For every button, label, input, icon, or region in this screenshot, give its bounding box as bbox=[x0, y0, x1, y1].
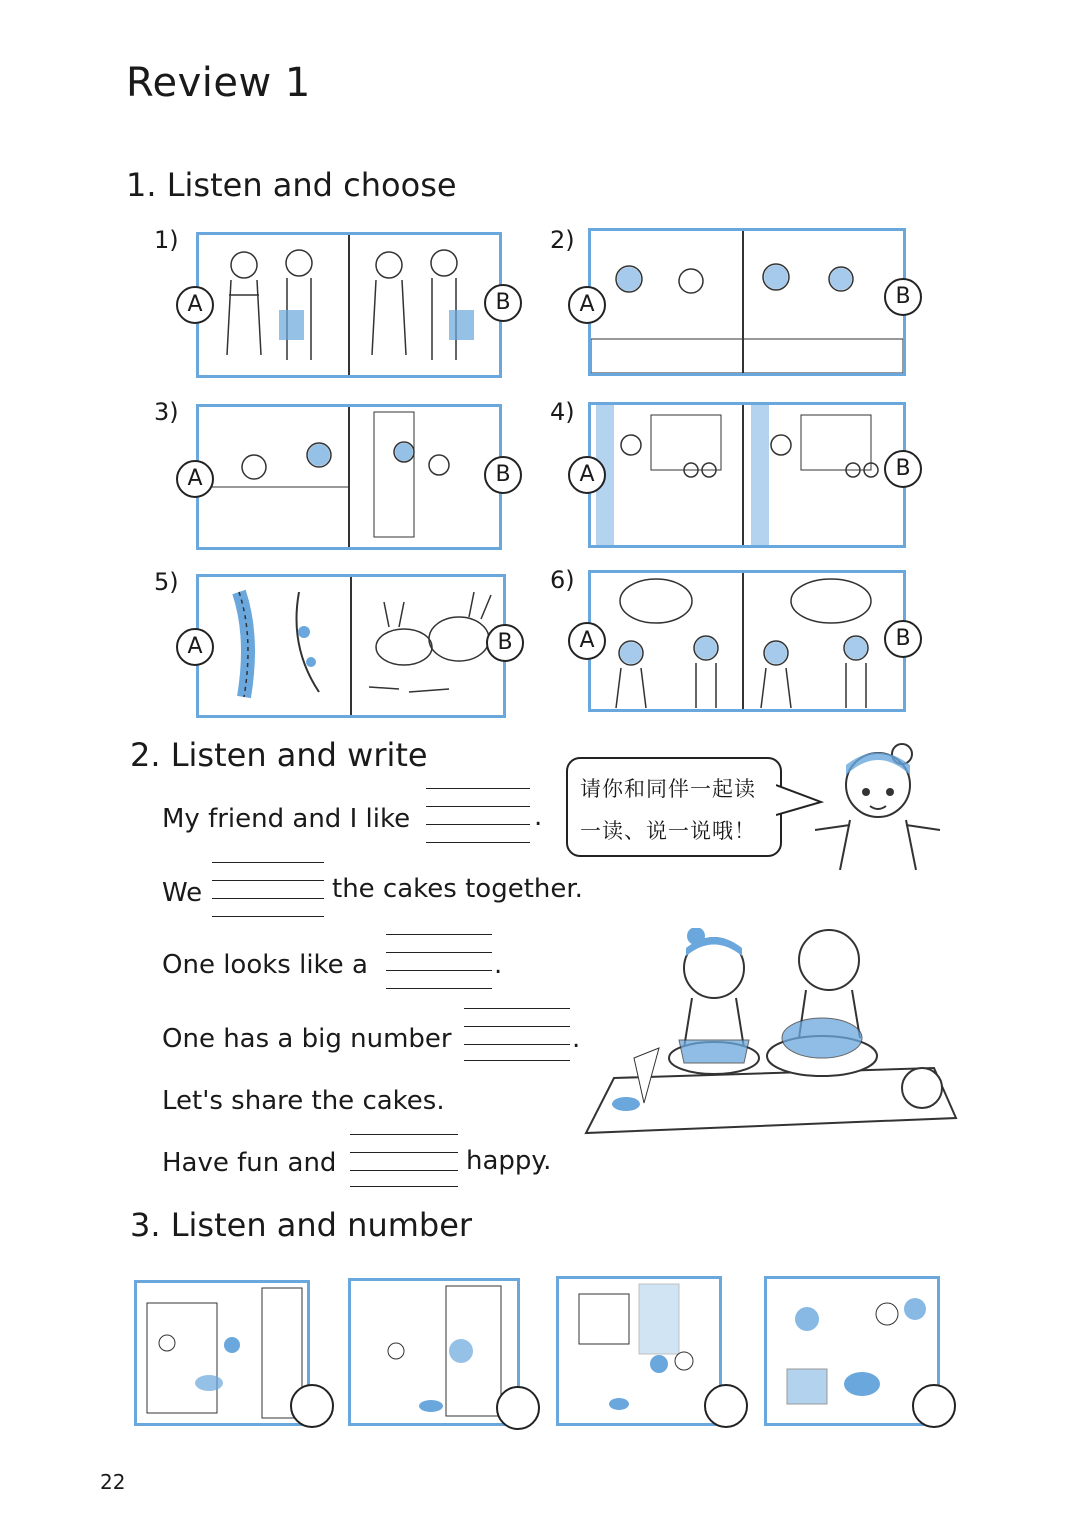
number-picture-1 bbox=[134, 1280, 310, 1426]
write-line-1[interactable] bbox=[426, 788, 530, 844]
option-a-5[interactable]: A bbox=[176, 628, 214, 666]
number-circle-2[interactable] bbox=[496, 1386, 540, 1430]
picture-book-4 bbox=[588, 402, 906, 548]
option-b-4[interactable]: B bbox=[884, 450, 922, 488]
option-b-3[interactable]: B bbox=[484, 456, 522, 494]
speech-bubble bbox=[566, 757, 782, 857]
option-a-3[interactable]: A bbox=[176, 460, 214, 498]
sentence-6-end: happy. bbox=[466, 1146, 552, 1176]
page-number: 22 bbox=[100, 1470, 126, 1494]
option-b-5[interactable]: B bbox=[486, 624, 524, 662]
item-number-4: 4) bbox=[550, 398, 575, 426]
item-number-1: 1) bbox=[154, 226, 179, 254]
option-b-1[interactable]: B bbox=[484, 284, 522, 322]
item-number-3: 3) bbox=[154, 398, 179, 426]
sentence-1-end: . bbox=[534, 802, 543, 832]
picture-book-5 bbox=[196, 574, 506, 718]
option-b-6[interactable]: B bbox=[884, 620, 922, 658]
number-circle-4[interactable] bbox=[912, 1384, 956, 1428]
write-line-2[interactable] bbox=[212, 862, 324, 918]
picture-book-3 bbox=[196, 404, 502, 550]
picture-book-6 bbox=[588, 570, 906, 712]
number-circle-3[interactable] bbox=[704, 1384, 748, 1428]
sentence-1-text: My friend and I like bbox=[162, 804, 411, 834]
number-picture-2 bbox=[348, 1278, 520, 1426]
sentence-3-text: One looks like a bbox=[162, 950, 368, 980]
sentence-6-text: Have fun and bbox=[162, 1148, 337, 1178]
sentence-2-text: We bbox=[162, 878, 203, 908]
number-circle-1[interactable] bbox=[290, 1384, 334, 1428]
number-picture-3 bbox=[556, 1276, 722, 1426]
item-number-5: 5) bbox=[154, 568, 179, 596]
bubble-line-2: 一读、说一说哦！ bbox=[580, 819, 756, 843]
option-a-6[interactable]: A bbox=[568, 622, 606, 660]
sentence-4-text: One has a big number bbox=[162, 1024, 452, 1054]
section2-heading: 2. Listen and write bbox=[130, 736, 428, 774]
option-a-2[interactable]: A bbox=[568, 286, 606, 324]
item-number-6: 6) bbox=[550, 566, 575, 594]
girl-illustration bbox=[800, 740, 950, 870]
sentence-2-end: the cakes together. bbox=[332, 874, 583, 904]
sentence-5-text: Let's share the cakes. bbox=[162, 1086, 445, 1116]
write-line-4[interactable] bbox=[464, 1008, 570, 1062]
write-line-3[interactable] bbox=[386, 934, 492, 990]
option-b-2[interactable]: B bbox=[884, 278, 922, 316]
section3-heading: 3. Listen and number bbox=[130, 1206, 473, 1244]
option-a-4[interactable]: A bbox=[568, 456, 606, 494]
bubble-line-1: 请你和同伴一起读 bbox=[580, 777, 756, 801]
section1-heading: 1. Listen and choose bbox=[126, 166, 457, 204]
cake-scene-illustration bbox=[584, 928, 958, 1138]
sentence-4-end: . bbox=[572, 1024, 581, 1054]
write-line-6[interactable] bbox=[350, 1134, 458, 1188]
picture-book-2 bbox=[588, 228, 906, 376]
option-a-1[interactable]: A bbox=[176, 286, 214, 324]
sentence-3-end: . bbox=[494, 950, 503, 980]
picture-book-1 bbox=[196, 232, 502, 378]
page-title: Review 1 bbox=[126, 60, 311, 106]
item-number-2: 2) bbox=[550, 226, 575, 254]
